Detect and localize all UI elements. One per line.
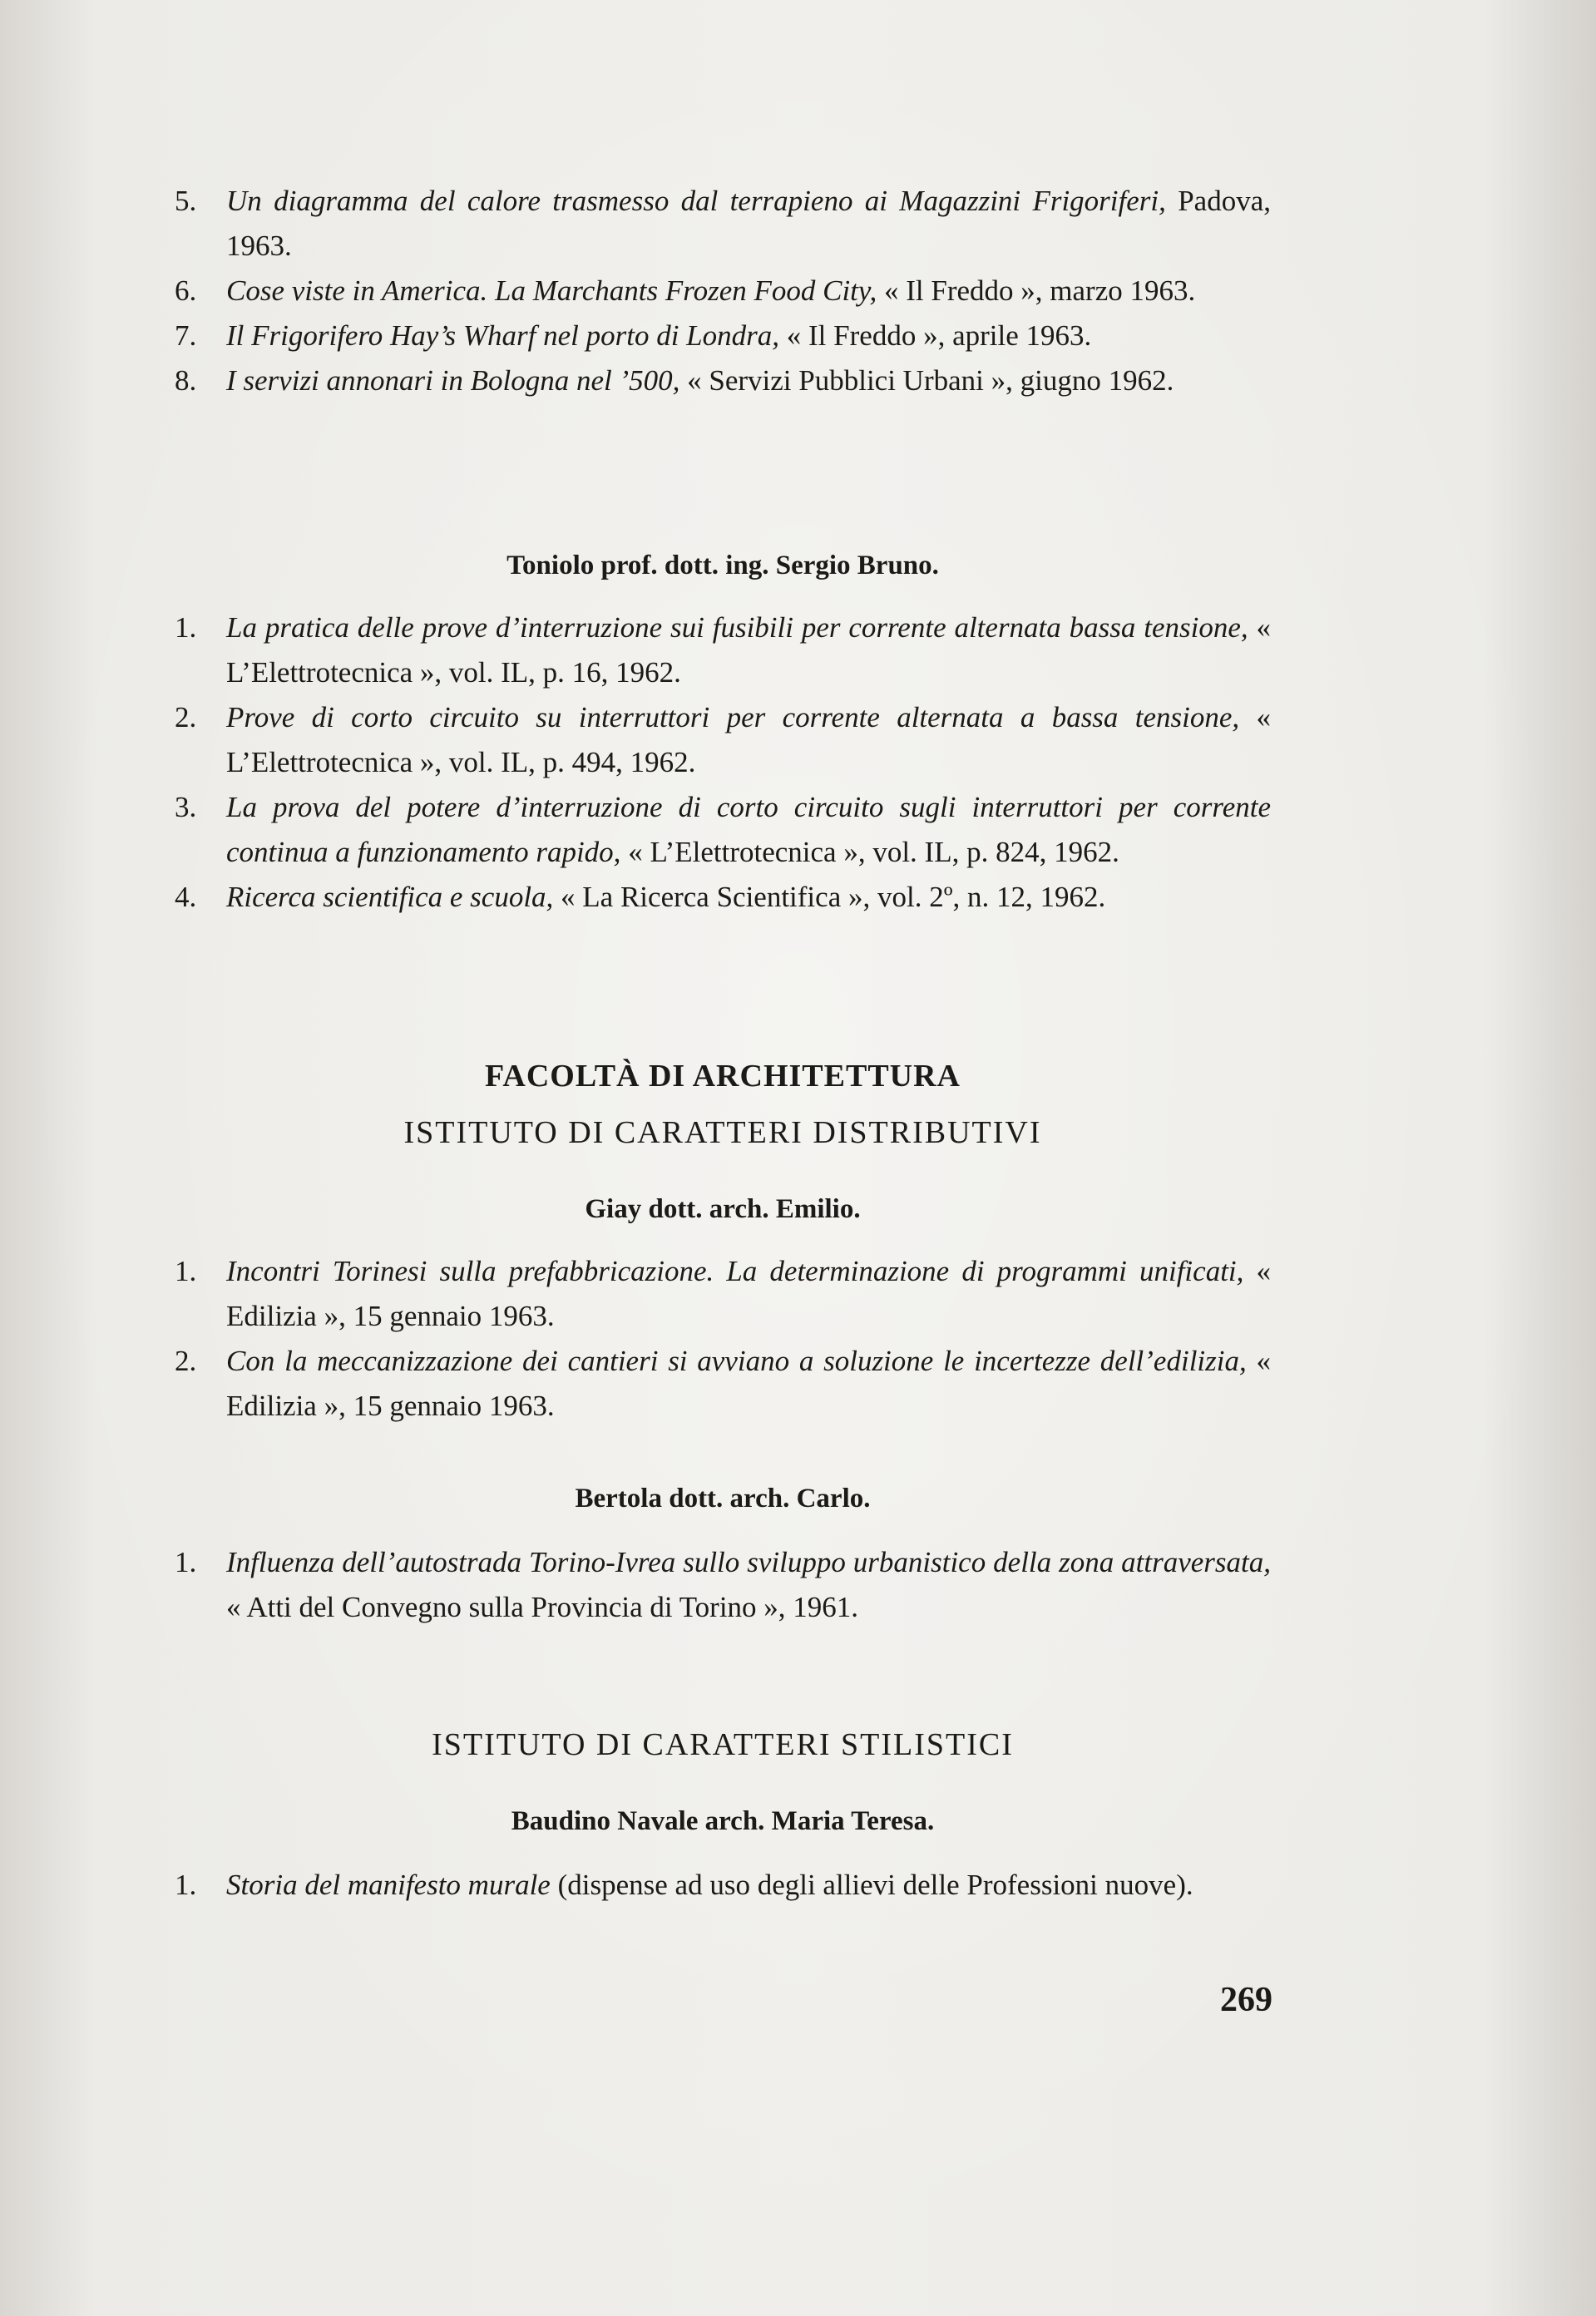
- entry-number: 4.: [175, 881, 197, 913]
- entry-citation: « Edilizia », 15 gennaio 1963.: [226, 1255, 1272, 1332]
- list-item: [175, 179, 1271, 269]
- list-item: [175, 1540, 1271, 1630]
- entry-citation: (dispense ad uso degli allievi delle Professioni nuove).: [550, 1869, 1193, 1901]
- entry-citation: « Il Freddo », marzo 1963.: [877, 274, 1196, 307]
- entry-number: 1.: [175, 1869, 197, 1901]
- list-item: [175, 1339, 1271, 1429]
- entry-number: 5.: [175, 185, 197, 217]
- author-heading: Toniolo prof. dott. ing. Sergio Bruno.: [506, 551, 939, 580]
- entry-title: Cose viste in America. La Marchants Frozen Food City,: [226, 274, 877, 307]
- entry-title: Prove di corto circuito su interruttori per corrente alternata a bassa tensione,: [226, 701, 1240, 733]
- entry-title: Influenza dell’autostrada Torino-Ivrea sullo sviluppo urbanistico della zona attraversata,: [226, 1546, 1271, 1578]
- entry-citation: « Edilizia », 15 gennaio 1963.: [226, 1345, 1271, 1422]
- list-item: [175, 875, 1271, 920]
- list-item: [175, 269, 1271, 314]
- entries-bertola: [175, 1540, 1271, 1630]
- list-item: [175, 314, 1271, 358]
- entry-citation: « L’Elettrotecnica », vol. IL, p. 824, 1962.: [620, 836, 1119, 868]
- entry-citation: « L’Elettrotecnica », vol. IL, p. 494, 1962.: [226, 701, 1271, 778]
- entry-citation: « La Ricerca Scientifica », vol. 2º, n. 12, 1962.: [553, 881, 1106, 913]
- entry-number: 1.: [175, 1255, 197, 1287]
- list-item: [175, 605, 1271, 695]
- author-heading: Baudino Navale arch. Maria Teresa.: [511, 1806, 935, 1836]
- entry-title: I servizi annonari in Bologna nel ’500,: [226, 364, 680, 397]
- entries-baudino: [175, 1863, 1271, 1908]
- entry-citation: « Atti del Convegno sulla Provincia di Torino », 1961.: [226, 1591, 859, 1623]
- entries-toniolo: [175, 605, 1271, 920]
- entry-number: 2.: [175, 701, 197, 733]
- list-item: [175, 695, 1271, 785]
- author-heading: Giay dott. arch. Emilio.: [585, 1194, 861, 1224]
- entry-number: 8.: [175, 364, 197, 397]
- entries-top: [175, 179, 1271, 403]
- entry-number: 7.: [175, 319, 197, 352]
- entry-number: 6.: [175, 274, 197, 307]
- entry-title: Incontri Torinesi sulla prefabbricazione. La determinazione di programmi unificati,: [226, 1255, 1244, 1287]
- entry-title: Ricerca scientifica e scuola,: [226, 881, 554, 913]
- entry-citation: « Il Freddo », aprile 1963.: [779, 319, 1092, 352]
- page-number: 269: [1220, 1981, 1272, 2019]
- institute-heading: ISTITUTO DI CARATTERI STILISTICI: [432, 1727, 1014, 1762]
- author-heading: Bertola dott. arch. Carlo.: [575, 1484, 871, 1514]
- list-item: [175, 358, 1271, 403]
- entry-number: 3.: [175, 791, 197, 823]
- entry-title: Un diagramma del calore trasmesso dal terrapieno ai Magazzini Frigoriferi,: [226, 185, 1166, 217]
- institute-heading: ISTITUTO DI CARATTERI DISTRIBUTIVI: [403, 1115, 1042, 1150]
- entry-number: 1.: [175, 611, 197, 644]
- entry-number: 2.: [175, 1345, 197, 1377]
- entry-title: Il Frigorifero Hay’s Wharf nel porto di Londra,: [226, 319, 780, 352]
- list-item: [175, 1863, 1271, 1908]
- list-item: [175, 1249, 1271, 1339]
- list-item: [175, 785, 1271, 875]
- entries-giay: [175, 1249, 1271, 1429]
- faculty-heading: FACOLTÀ DI ARCHITETTURA: [485, 1059, 961, 1094]
- entry-number: 1.: [175, 1546, 197, 1578]
- entry-title: La pratica delle prove d’interruzione sui fusibili per corrente alternata bassa tensione,: [226, 611, 1248, 644]
- entry-title: Storia del manifesto murale: [226, 1869, 551, 1901]
- entry-citation: Padova, 1963.: [226, 185, 1271, 262]
- entry-citation: « Servizi Pubblici Urbani », giugno 1962.: [679, 364, 1174, 397]
- entry-title: La prova del potere d’interruzione di corto circuito sugli interruttori per corrente continua a funzionamento rapido,: [226, 791, 1271, 868]
- entry-title: Con la meccanizzazione dei cantieri si avviano a soluzione le incertezze dell’edilizia,: [226, 1345, 1247, 1377]
- entry-citation: « L’Elettrotecnica », vol. IL, p. 16, 1962.: [226, 611, 1271, 689]
